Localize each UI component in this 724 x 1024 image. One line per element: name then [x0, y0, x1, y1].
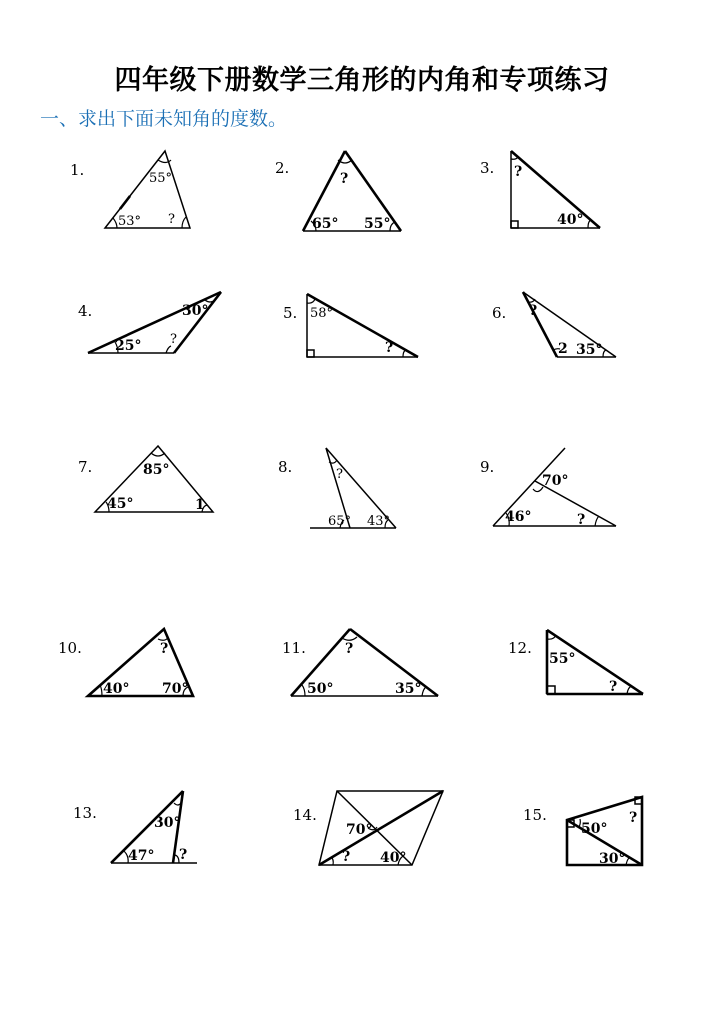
- problem-number: 5.: [283, 304, 298, 322]
- problem-10: [58, 625, 278, 755]
- problem-1: [70, 145, 290, 275]
- angle-label: 47°: [128, 848, 155, 864]
- angle-label: 46°: [505, 509, 532, 525]
- angle-label: 43°: [367, 514, 391, 529]
- angle-label: 70°: [542, 473, 569, 489]
- angle-label: 55°: [549, 651, 576, 667]
- angle-label: ?: [170, 332, 177, 347]
- problem-9: [480, 440, 700, 570]
- angle-label: ?: [179, 847, 188, 863]
- angle-label: 55°: [149, 171, 173, 186]
- problem-number: 2.: [275, 159, 290, 177]
- angle-label: ?: [336, 467, 343, 482]
- problem-number: 12.: [508, 639, 532, 657]
- angle-label: 40°: [380, 850, 407, 866]
- problem-number: 13.: [73, 804, 97, 822]
- angle-label: 65°: [312, 216, 339, 232]
- angle-label: ?: [168, 212, 175, 227]
- triangle-figure: [278, 440, 498, 570]
- problem-14: [293, 788, 513, 918]
- problem-number: 4.: [78, 302, 93, 320]
- angle-label: ?: [609, 679, 618, 695]
- angle-label: 50°: [581, 821, 608, 837]
- angle-label: 2: [558, 341, 568, 357]
- triangle-figure: [523, 790, 724, 920]
- problem-3: [480, 145, 700, 275]
- angle-label: ?: [529, 303, 538, 319]
- triangle-figure: [480, 145, 700, 275]
- problem-5: [283, 290, 503, 420]
- problem-number: 7.: [78, 458, 93, 476]
- angle-label: ?: [345, 641, 354, 657]
- triangle-figure: [508, 625, 724, 755]
- angle-label: 40°: [557, 212, 584, 228]
- angle-label: ?: [340, 171, 349, 187]
- angle-label: 50°: [307, 681, 334, 697]
- angle-label: 65°: [328, 514, 352, 529]
- angle-label: ?: [629, 810, 638, 826]
- problem-number: 1.: [70, 161, 85, 179]
- angle-label: 30°: [154, 815, 181, 831]
- problem-number: 9.: [480, 458, 495, 476]
- triangle-figure: [282, 625, 502, 755]
- triangle-figure: [73, 788, 293, 918]
- triangle-figure: [293, 788, 513, 918]
- angle-label: 58°: [310, 306, 334, 321]
- problem-number: 6.: [492, 304, 507, 322]
- problem-number: 14.: [293, 806, 317, 824]
- angle-label: 30°: [182, 303, 209, 319]
- problem-12: [508, 625, 724, 755]
- angle-label: ?: [514, 164, 523, 180]
- problem-number: 10.: [58, 639, 82, 657]
- triangle-figure: [78, 290, 298, 420]
- problem-number: 11.: [282, 639, 306, 657]
- problem-8: [278, 440, 498, 570]
- triangle-figure: [70, 145, 290, 275]
- triangle-figure: [492, 290, 712, 420]
- angle-label: 55°: [364, 216, 391, 232]
- triangle-figure: [78, 440, 298, 570]
- angle-label: ?: [342, 849, 351, 865]
- angle-label: 53°: [118, 214, 142, 229]
- angle-label: 1: [195, 497, 205, 513]
- problem-number: 15.: [523, 806, 547, 824]
- angle-label: 70°: [346, 822, 373, 838]
- angle-label: ?: [160, 641, 169, 657]
- page-title: 四年级下册数学三角形的内角和专项练习: [114, 65, 610, 96]
- problem-15: [523, 790, 724, 920]
- problem-4: [78, 290, 298, 420]
- angle-label: 35°: [395, 681, 422, 697]
- angle-label: 35°: [576, 342, 603, 358]
- triangle-figure: [58, 625, 278, 755]
- angle-label: 30°: [599, 851, 626, 867]
- triangle-figure: [275, 145, 495, 275]
- triangle-figure: [480, 440, 700, 570]
- angle-label: ?: [577, 512, 586, 528]
- angle-label: 85°: [143, 462, 170, 478]
- triangle-figure: [283, 290, 503, 420]
- section-heading: 一、求出下面未知角的度数。: [40, 108, 288, 130]
- problem-11: [282, 625, 502, 755]
- angle-label: 25°: [115, 338, 142, 354]
- problem-number: 3.: [480, 159, 495, 177]
- problem-13: [73, 788, 293, 918]
- problem-6: [492, 290, 712, 420]
- angle-label: ?: [385, 340, 394, 356]
- problem-number: 8.: [278, 458, 293, 476]
- problem-7: [78, 440, 298, 570]
- angle-label: 40°: [103, 681, 130, 697]
- angle-label: 70°: [162, 681, 189, 697]
- problem-2: [275, 145, 495, 275]
- angle-label: 45°: [107, 496, 134, 512]
